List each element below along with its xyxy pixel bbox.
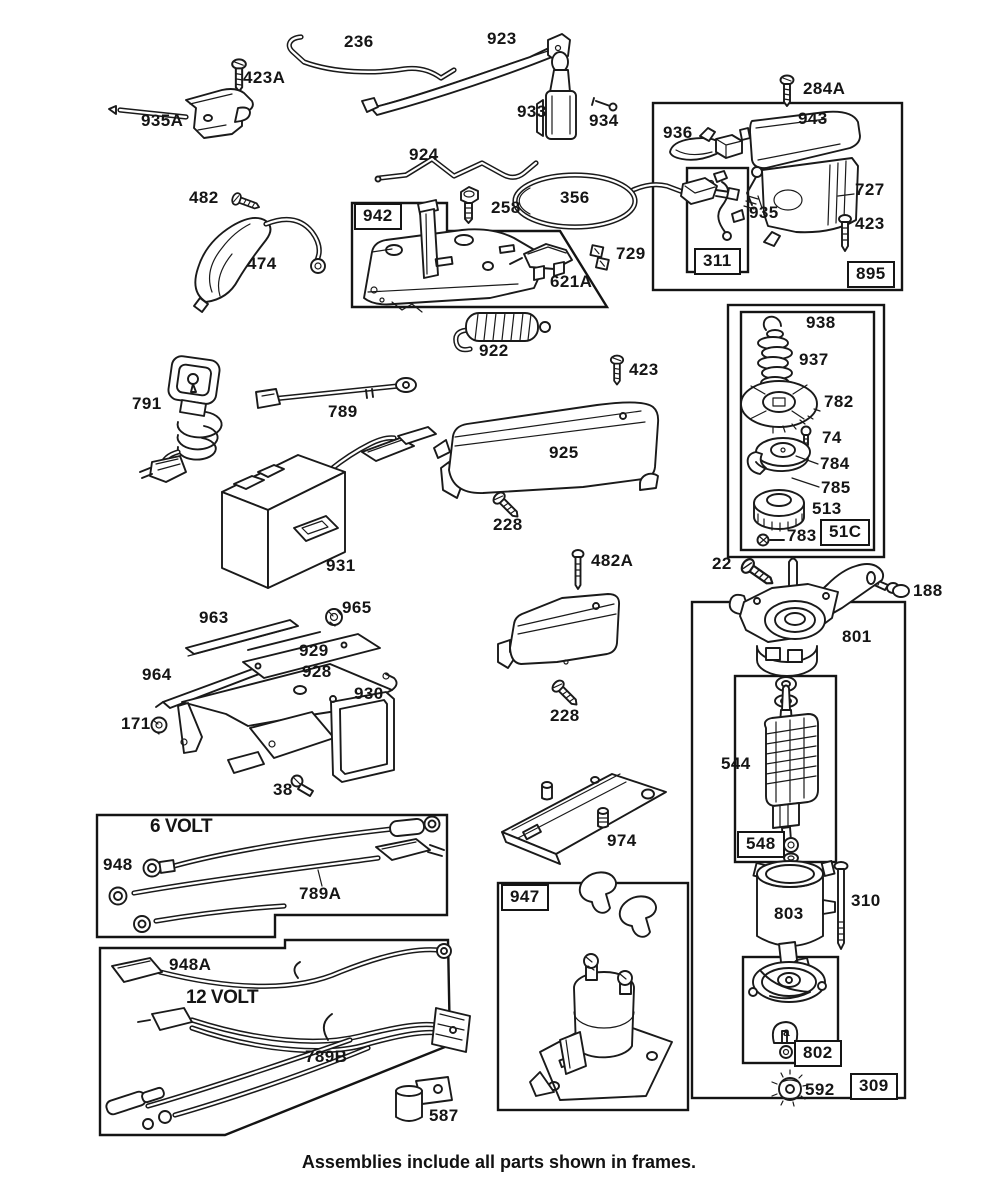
part-label-964-42: 964 — [142, 665, 172, 684]
part-label-922-19: 922 — [479, 341, 509, 360]
frame-label-895-1: 895 — [847, 261, 895, 288]
part-label-934-5: 934 — [589, 111, 619, 130]
part-label-727-9: 727 — [855, 180, 885, 199]
part-label-38-45: 38 — [273, 780, 293, 799]
part-label-171-44: 171 — [121, 714, 151, 733]
part-label-74-24: 74 — [822, 428, 842, 447]
frame-label-311-2: 311 — [694, 248, 741, 275]
part-label-783-28: 783 — [787, 526, 817, 545]
part-label-784-25: 784 — [820, 454, 850, 473]
part-label-924-12: 924 — [409, 145, 439, 164]
frame-label-309-4: 309 — [850, 1073, 898, 1100]
part-label-789a-48: 789A — [299, 884, 342, 903]
part-label-948-47: 948 — [103, 855, 133, 874]
part-label-974-49: 974 — [607, 831, 637, 850]
part-label-801-37: 801 — [842, 627, 872, 646]
part-label-729-16: 729 — [616, 244, 646, 263]
part-label-789b-53: 789B — [305, 1047, 348, 1066]
part-label-930-43: 930 — [354, 684, 384, 703]
part-label-228-54: 228 — [550, 706, 580, 725]
part-label-785-26: 785 — [821, 478, 851, 497]
part-label-423-20: 423 — [629, 360, 659, 379]
frame-label-802-6: 802 — [794, 1040, 842, 1067]
part-label-925-31: 925 — [549, 443, 579, 462]
part-label-937-22: 937 — [799, 350, 829, 369]
part-label-943-8: 943 — [798, 109, 828, 128]
part-label-931-33: 931 — [326, 556, 356, 575]
part-label-587-56: 587 — [429, 1106, 459, 1125]
part-label-258-14: 258 — [491, 198, 521, 217]
part-label-423-11: 423 — [855, 214, 885, 233]
part-label-948a-52: 948A — [169, 955, 212, 974]
part-label-482a-34: 482A — [591, 551, 634, 570]
part-label-791-29: 791 — [132, 394, 162, 413]
part-label-782-23: 782 — [824, 392, 854, 411]
caption: Assemblies include all parts shown in frames. — [301, 1152, 697, 1172]
frame-label-548-5: 548 — [737, 831, 785, 858]
frame-label-947-7: 947 — [501, 884, 549, 911]
frame-label-942-0: 942 — [354, 203, 402, 230]
part-label-621a-17: 621A — [550, 272, 593, 291]
part-label-12-volt-59: 12 VOLT — [186, 987, 259, 1008]
part-label-923-1: 923 — [487, 29, 517, 48]
part-label-935a-3: 935A — [141, 111, 184, 130]
part-label-6-volt-58: 6 VOLT — [150, 816, 213, 837]
part-label-936-7: 936 — [663, 123, 693, 142]
part-label-965-39: 965 — [342, 598, 372, 617]
part-label-929-40: 929 — [299, 641, 329, 660]
part-label-a-57: a — [783, 1025, 791, 1039]
part-label-310-51: 310 — [851, 891, 881, 910]
part-label-228-32: 228 — [493, 515, 523, 534]
part-label-592-55: 592 — [805, 1080, 835, 1099]
part-label-789-30: 789 — [328, 402, 358, 421]
part-label-928-41: 928 — [302, 662, 332, 681]
part-label-474-18: 474 — [247, 254, 277, 273]
part-label-513-27: 513 — [812, 499, 842, 518]
part-label-236-0: 236 — [344, 32, 374, 51]
part-label-423a-2: 423A — [243, 68, 286, 87]
frame-label-51c-3: 51C — [820, 519, 870, 546]
part-label-963-38: 963 — [199, 608, 229, 627]
part-label-22-35: 22 — [712, 554, 732, 573]
part-label-188-36: 188 — [913, 581, 943, 600]
part-label-933-4: 933 — [517, 102, 547, 121]
part-label-284a-6: 284A — [803, 79, 846, 98]
part-label-356-15: 356 — [560, 188, 590, 207]
part-label-935-10: 935 — [749, 203, 779, 222]
part-label-938-21: 938 — [806, 313, 836, 332]
part-label-544-46: 544 — [721, 754, 751, 773]
part-label-482-13: 482 — [189, 188, 219, 207]
part-label-803-50: 803 — [774, 904, 804, 923]
